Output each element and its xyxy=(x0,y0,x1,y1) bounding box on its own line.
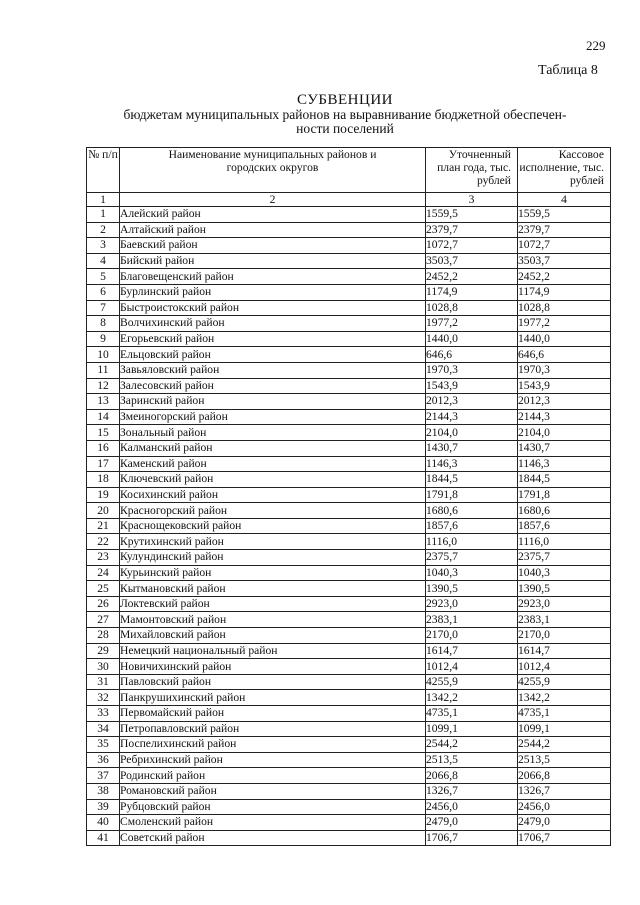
district-name: Алейский район xyxy=(120,207,426,223)
district-name: Завьяловский район xyxy=(120,362,426,378)
execution-value: 1174,9 xyxy=(518,284,611,300)
district-name: Поспелихинский район xyxy=(120,737,426,753)
district-name: Ключевский район xyxy=(120,472,426,488)
execution-value: 1072,7 xyxy=(518,238,611,254)
district-name: Новичихинский район xyxy=(120,659,426,675)
district-name: Кулундинский район xyxy=(120,550,426,566)
table-row xyxy=(87,316,611,332)
district-name: Зональный район xyxy=(120,425,426,441)
row-number: 21 xyxy=(87,518,120,534)
plan-value: 2479,0 xyxy=(426,815,518,831)
table-row xyxy=(87,487,611,503)
row-number: 28 xyxy=(87,628,120,644)
table-row xyxy=(87,643,611,659)
plan-value: 1706,7 xyxy=(426,830,518,846)
row-number: 25 xyxy=(87,581,120,597)
execution-value: 1342,2 xyxy=(518,690,611,706)
district-name: Рубцовский район xyxy=(120,799,426,815)
table-row xyxy=(87,284,611,300)
row-number: 9 xyxy=(87,331,120,347)
execution-value: 2104,0 xyxy=(518,425,611,441)
table-label: Таблица 8 xyxy=(538,63,598,78)
plan-value: 2104,0 xyxy=(426,425,518,441)
row-number: 37 xyxy=(87,768,120,784)
table-row xyxy=(87,222,611,238)
row-number: 31 xyxy=(87,674,120,690)
row-number: 29 xyxy=(87,643,120,659)
execution-value: 1012,4 xyxy=(518,659,611,675)
execution-value: 1970,3 xyxy=(518,362,611,378)
district-name: Ельцовский район xyxy=(120,347,426,363)
execution-value: 2170,0 xyxy=(518,628,611,644)
execution-value: 4735,1 xyxy=(518,706,611,722)
table-row xyxy=(87,783,611,799)
district-name: Залесовский район xyxy=(120,378,426,394)
plan-value: 4255,9 xyxy=(426,674,518,690)
table-row xyxy=(87,238,611,254)
row-number: 24 xyxy=(87,565,120,581)
district-name: Смоленский район xyxy=(120,815,426,831)
district-name: Змеиногорский район xyxy=(120,409,426,425)
row-number: 26 xyxy=(87,596,120,612)
column-number: 2 xyxy=(120,193,426,207)
row-number: 16 xyxy=(87,440,120,456)
execution-value: 1390,5 xyxy=(518,581,611,597)
row-number: 23 xyxy=(87,550,120,566)
table-row xyxy=(87,659,611,675)
execution-value: 2383,1 xyxy=(518,612,611,628)
execution-value: 2066,8 xyxy=(518,768,611,784)
execution-value: 1430,7 xyxy=(518,440,611,456)
plan-value: 1844,5 xyxy=(426,472,518,488)
table-row xyxy=(87,378,611,394)
table-row xyxy=(87,550,611,566)
execution-value: 1543,9 xyxy=(518,378,611,394)
table-row xyxy=(87,503,611,519)
table-row xyxy=(87,752,611,768)
row-number: 30 xyxy=(87,659,120,675)
district-name: Михайловский район xyxy=(120,628,426,644)
plan-value: 1040,3 xyxy=(426,565,518,581)
table-row xyxy=(87,331,611,347)
table-row xyxy=(87,394,611,410)
row-number: 36 xyxy=(87,752,120,768)
row-number: 38 xyxy=(87,783,120,799)
row-number: 15 xyxy=(87,425,120,441)
plan-value: 2923,0 xyxy=(426,596,518,612)
execution-value: 1099,1 xyxy=(518,721,611,737)
row-number: 35 xyxy=(87,737,120,753)
plan-value: 2066,8 xyxy=(426,768,518,784)
row-number: 20 xyxy=(87,503,120,519)
row-number: 17 xyxy=(87,456,120,472)
table-row xyxy=(87,596,611,612)
table-row xyxy=(87,347,611,363)
execution-value: 1028,8 xyxy=(518,300,611,316)
plan-value: 2513,5 xyxy=(426,752,518,768)
plan-value: 1012,4 xyxy=(426,659,518,675)
plan-value: 2379,7 xyxy=(426,222,518,238)
table-row xyxy=(87,534,611,550)
table-row xyxy=(87,300,611,316)
table-row xyxy=(87,815,611,831)
execution-value: 2452,2 xyxy=(518,269,611,285)
table-row xyxy=(87,253,611,269)
execution-value: 1706,7 xyxy=(518,830,611,846)
execution-value: 1040,3 xyxy=(518,565,611,581)
title-subtitle-line-2: ности поселений xyxy=(296,121,394,136)
plan-value: 2012,3 xyxy=(426,394,518,410)
table-row xyxy=(87,690,611,706)
district-name: Калманский район xyxy=(120,440,426,456)
execution-value: 1559,5 xyxy=(518,207,611,223)
plan-value: 1970,3 xyxy=(426,362,518,378)
execution-value: 2479,0 xyxy=(518,815,611,831)
table-row xyxy=(87,472,611,488)
execution-value: 4255,9 xyxy=(518,674,611,690)
district-name: Крутихинский район xyxy=(120,534,426,550)
district-name: Баевский район xyxy=(120,238,426,254)
plan-value: 1430,7 xyxy=(426,440,518,456)
plan-value: 1614,7 xyxy=(426,643,518,659)
table-row xyxy=(87,409,611,425)
row-number: 27 xyxy=(87,612,120,628)
plan-value: 1390,5 xyxy=(426,581,518,597)
district-name: Павловский район xyxy=(120,674,426,690)
row-number: 3 xyxy=(87,238,120,254)
plan-value: 1857,6 xyxy=(426,518,518,534)
row-number: 4 xyxy=(87,253,120,269)
district-name: Немецкий национальный район xyxy=(120,643,426,659)
plan-value: 3503,7 xyxy=(426,253,518,269)
table-row xyxy=(87,565,611,581)
column-number: 3 xyxy=(426,193,518,207)
plan-value: 1543,9 xyxy=(426,378,518,394)
district-name: Панкрушихинский район xyxy=(120,690,426,706)
district-name: Советский район xyxy=(120,830,426,846)
plan-value: 2383,1 xyxy=(426,612,518,628)
header-execution: Кассовое исполнение, тыс. рублей xyxy=(518,148,611,193)
row-number: 33 xyxy=(87,706,120,722)
table-header-row xyxy=(87,148,611,193)
row-number: 39 xyxy=(87,799,120,815)
page-number: 229 xyxy=(586,38,606,53)
row-number: 32 xyxy=(87,690,120,706)
plan-value: 1326,7 xyxy=(426,783,518,799)
column-number-row xyxy=(87,193,611,207)
plan-value: 1116,0 xyxy=(426,534,518,550)
execution-value: 2379,7 xyxy=(518,222,611,238)
plan-value: 1072,7 xyxy=(426,238,518,254)
plan-value: 1977,2 xyxy=(426,316,518,332)
table-row xyxy=(87,362,611,378)
district-name: Волчихинский район xyxy=(120,316,426,332)
execution-value: 2144,3 xyxy=(518,409,611,425)
table-row xyxy=(87,830,611,846)
plan-value: 1680,6 xyxy=(426,503,518,519)
title-subtitle-line-1: бюджетам муниципальных районов на выравнивание бюджетной обеспечен- xyxy=(123,107,567,122)
plan-value: 1559,5 xyxy=(426,207,518,223)
header-name: Наименование муниципальных районов и городских округов xyxy=(120,148,426,193)
header-number: № п/п xyxy=(87,148,120,193)
table-row xyxy=(87,440,611,456)
execution-value: 1116,0 xyxy=(518,534,611,550)
plan-value: 2170,0 xyxy=(426,628,518,644)
plan-value: 2452,2 xyxy=(426,269,518,285)
execution-value: 3503,7 xyxy=(518,253,611,269)
table-row xyxy=(87,269,611,285)
row-number: 5 xyxy=(87,269,120,285)
execution-value: 646,6 xyxy=(518,347,611,363)
plan-value: 2544,2 xyxy=(426,737,518,753)
district-name: Мамонтовский район xyxy=(120,612,426,628)
table-row xyxy=(87,706,611,722)
table-row xyxy=(87,425,611,441)
table-row xyxy=(87,628,611,644)
table-body xyxy=(87,207,611,846)
row-number: 40 xyxy=(87,815,120,831)
district-name: Ребрихинский район xyxy=(120,752,426,768)
table-row xyxy=(87,674,611,690)
district-name: Егорьевский район xyxy=(120,331,426,347)
execution-value: 2375,7 xyxy=(518,550,611,566)
plan-value: 1342,2 xyxy=(426,690,518,706)
row-number: 6 xyxy=(87,284,120,300)
row-number: 19 xyxy=(87,487,120,503)
plan-value: 1028,8 xyxy=(426,300,518,316)
execution-value: 1326,7 xyxy=(518,783,611,799)
table-row xyxy=(87,581,611,597)
execution-value: 2456,0 xyxy=(518,799,611,815)
plan-value: 1440,0 xyxy=(426,331,518,347)
row-number: 1 xyxy=(87,207,120,223)
row-number: 7 xyxy=(87,300,120,316)
plan-value: 1791,8 xyxy=(426,487,518,503)
row-number: 8 xyxy=(87,316,120,332)
execution-value: 1146,3 xyxy=(518,456,611,472)
plan-value: 2375,7 xyxy=(426,550,518,566)
execution-value: 2513,5 xyxy=(518,752,611,768)
plan-value: 1146,3 xyxy=(426,456,518,472)
district-name: Романовский район xyxy=(120,783,426,799)
plan-value: 2144,3 xyxy=(426,409,518,425)
execution-value: 1440,0 xyxy=(518,331,611,347)
row-number: 10 xyxy=(87,347,120,363)
table-row xyxy=(87,737,611,753)
title-main: СУБВЕНЦИИ xyxy=(296,92,394,108)
district-name: Косихинский район xyxy=(120,487,426,503)
district-name: Бийский район xyxy=(120,253,426,269)
execution-value: 2923,0 xyxy=(518,596,611,612)
district-name: Алтайский район xyxy=(120,222,426,238)
table-row xyxy=(87,768,611,784)
subsidy-table xyxy=(86,147,611,846)
execution-value: 1614,7 xyxy=(518,643,611,659)
district-name: Каменский район xyxy=(120,456,426,472)
row-number: 13 xyxy=(87,394,120,410)
execution-value: 1680,6 xyxy=(518,503,611,519)
district-name: Бурлинский район xyxy=(120,284,426,300)
plan-value: 4735,1 xyxy=(426,706,518,722)
district-name: Курьинский район xyxy=(120,565,426,581)
plan-value: 1174,9 xyxy=(426,284,518,300)
header-plan: Уточненный план года, тыс. рублей xyxy=(426,148,518,193)
district-name: Красногорский район xyxy=(120,503,426,519)
execution-value: 2544,2 xyxy=(518,737,611,753)
column-number: 4 xyxy=(518,193,611,207)
table-row xyxy=(87,456,611,472)
district-name: Заринский район xyxy=(120,394,426,410)
district-name: Локтевский район xyxy=(120,596,426,612)
district-name: Петропавловский район xyxy=(120,721,426,737)
table-row xyxy=(87,721,611,737)
row-number: 41 xyxy=(87,830,120,846)
row-number: 11 xyxy=(87,362,120,378)
district-name: Краснощековский район xyxy=(120,518,426,534)
plan-value: 1099,1 xyxy=(426,721,518,737)
table-row xyxy=(87,207,611,223)
row-number: 14 xyxy=(87,409,120,425)
table-row xyxy=(87,799,611,815)
plan-value: 2456,0 xyxy=(426,799,518,815)
row-number: 34 xyxy=(87,721,120,737)
row-number: 2 xyxy=(87,222,120,238)
column-number: 1 xyxy=(87,193,120,207)
row-number: 22 xyxy=(87,534,120,550)
execution-value: 1791,8 xyxy=(518,487,611,503)
execution-value: 1977,2 xyxy=(518,316,611,332)
row-number: 18 xyxy=(87,472,120,488)
district-name: Первомайский район xyxy=(120,706,426,722)
table-row xyxy=(87,612,611,628)
district-name: Родинский район xyxy=(120,768,426,784)
execution-value: 2012,3 xyxy=(518,394,611,410)
district-name: Кытмановский район xyxy=(120,581,426,597)
district-name: Благовещенский район xyxy=(120,269,426,285)
execution-value: 1844,5 xyxy=(518,472,611,488)
document-title xyxy=(80,92,610,136)
plan-value: 646,6 xyxy=(426,347,518,363)
row-number: 12 xyxy=(87,378,120,394)
district-name: Быстроистокский район xyxy=(120,300,426,316)
execution-value: 1857,6 xyxy=(518,518,611,534)
table-row xyxy=(87,518,611,534)
